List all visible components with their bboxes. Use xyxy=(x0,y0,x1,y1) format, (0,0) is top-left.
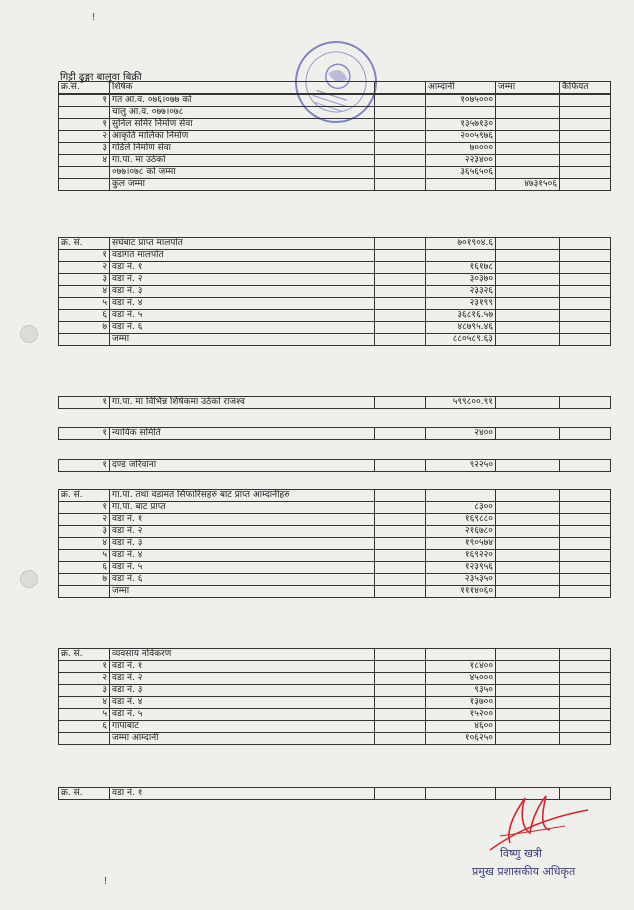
row-remark xyxy=(560,179,611,191)
row-serial: ४ xyxy=(59,286,110,298)
row-blank xyxy=(375,274,426,286)
ledger-section-1 xyxy=(58,94,611,191)
row-serial: ४ xyxy=(59,538,110,550)
ink-mark: ǃ xyxy=(92,12,95,23)
header-remark: कैफियत xyxy=(560,82,611,94)
row-title: वडागत मालपोत xyxy=(110,250,375,262)
table-row xyxy=(59,262,611,274)
row-title: वडा नं. ३ xyxy=(110,685,375,697)
row-total xyxy=(496,274,560,286)
row-total xyxy=(496,574,560,586)
row-serial: २ xyxy=(59,514,110,526)
row-blank xyxy=(375,550,426,562)
table-row xyxy=(59,673,611,685)
table-row xyxy=(59,274,611,286)
row-blank xyxy=(375,428,426,440)
row-serial: २ xyxy=(59,131,110,143)
row-total xyxy=(496,428,560,440)
row-serial: क्र. सं. xyxy=(59,649,110,661)
table-row xyxy=(59,574,611,586)
row-total xyxy=(496,155,560,167)
row-title: वडा नं. १ xyxy=(110,262,375,274)
row-serial: ६ xyxy=(59,310,110,322)
row-blank xyxy=(375,697,426,709)
row-income: ३६५६५०६ xyxy=(426,167,496,179)
row-remark xyxy=(560,490,611,502)
table-row xyxy=(59,538,611,550)
row-title: वडा नं. २ xyxy=(110,274,375,286)
row-serial: ५ xyxy=(59,550,110,562)
row-serial: ७ xyxy=(59,322,110,334)
row-remark xyxy=(560,526,611,538)
table-row xyxy=(59,310,611,322)
row-remark xyxy=(560,322,611,334)
row-remark xyxy=(560,673,611,685)
row-blank xyxy=(375,649,426,661)
row-income: १०७५००० xyxy=(426,95,496,107)
row-remark xyxy=(560,685,611,697)
row-title: गा.पा. बाट प्राप्त xyxy=(110,502,375,514)
row-blank xyxy=(375,397,426,409)
row-blank xyxy=(375,155,426,167)
row-remark xyxy=(560,562,611,574)
row-income: ७०००० xyxy=(426,143,496,155)
row-total xyxy=(496,721,560,733)
row-serial: १ xyxy=(59,95,110,107)
punch-hole xyxy=(20,325,38,343)
signer-title: प्रमुख प्रशासकीय अधिकृत xyxy=(472,865,576,878)
row-total xyxy=(496,550,560,562)
row-income: ९३५० xyxy=(426,685,496,697)
row-total xyxy=(496,502,560,514)
row-title: आकृति मालिका निर्माण xyxy=(110,131,375,143)
row-remark xyxy=(560,397,611,409)
row-income: २३३२६ xyxy=(426,286,496,298)
signer-name: विष्णु खत्री xyxy=(500,847,542,860)
row-blank xyxy=(375,514,426,526)
row-title: वडा नं. ३ xyxy=(110,286,375,298)
row-title: वडा नं. ६ xyxy=(110,574,375,586)
row-total xyxy=(496,238,560,250)
row-title: वडा नं. १ xyxy=(110,661,375,673)
row-title: सुनिल समिर निर्माण सेवा xyxy=(110,119,375,131)
row-income: २१६७८० xyxy=(426,526,496,538)
table-row xyxy=(59,238,611,250)
row-remark xyxy=(560,697,611,709)
row-title: वडा नं. ४ xyxy=(110,550,375,562)
table-row xyxy=(59,460,611,472)
row-remark xyxy=(560,107,611,119)
row-blank xyxy=(375,334,426,346)
row-total xyxy=(496,538,560,550)
row-blank xyxy=(375,143,426,155)
row-title: चालु आ.व. ०७७।०७८ xyxy=(110,107,375,119)
table-row xyxy=(59,514,611,526)
row-blank xyxy=(375,661,426,673)
row-title: गा.पा. तथा वडामत सिफारिसहरु बाट प्राप्त आम्दानीहरु xyxy=(110,490,375,502)
row-title: गा.पा. मा उठेको xyxy=(110,155,375,167)
row-serial: १ xyxy=(59,502,110,514)
row-income: २००५९७६ xyxy=(426,131,496,143)
row-total xyxy=(496,262,560,274)
table-row xyxy=(59,286,611,298)
row-serial: १ xyxy=(59,250,110,262)
row-title: गत आ.व. ०७६।०७७ को xyxy=(110,95,375,107)
row-blank xyxy=(375,586,426,598)
ledger-section-2 xyxy=(58,237,611,346)
row-serial: ७ xyxy=(59,574,110,586)
row-blank xyxy=(375,538,426,550)
row-total xyxy=(496,107,560,119)
row-total xyxy=(496,586,560,598)
row-income xyxy=(426,490,496,502)
row-income: १६९८८० xyxy=(426,514,496,526)
row-blank xyxy=(375,107,426,119)
row-remark xyxy=(560,143,611,155)
row-blank xyxy=(375,733,426,745)
table-row xyxy=(59,562,611,574)
table-row xyxy=(59,721,611,733)
row-remark xyxy=(560,131,611,143)
row-income: १९०५७४ xyxy=(426,538,496,550)
punch-hole xyxy=(20,570,38,588)
row-remark xyxy=(560,709,611,721)
row-title: वडा नं. ५ xyxy=(110,310,375,322)
row-title: वडा नं. १ xyxy=(110,788,375,800)
row-serial: ६ xyxy=(59,562,110,574)
row-total xyxy=(496,733,560,745)
row-serial: १ xyxy=(59,460,110,472)
row-blank xyxy=(375,574,426,586)
table-row xyxy=(59,143,611,155)
row-title: कुल जम्मा xyxy=(110,179,375,191)
row-serial xyxy=(59,733,110,745)
row-total xyxy=(496,562,560,574)
row-income: १३५७१३० xyxy=(426,119,496,131)
row-income: ३०३७० xyxy=(426,274,496,286)
row-blank xyxy=(375,526,426,538)
row-title: जम्मा xyxy=(110,334,375,346)
row-income xyxy=(426,250,496,262)
table-row xyxy=(59,397,611,409)
row-serial: २ xyxy=(59,262,110,274)
row-remark xyxy=(560,238,611,250)
row-title: ०७७।०७८ को जम्मा xyxy=(110,167,375,179)
row-serial: १ xyxy=(59,397,110,409)
row-title: सघंबाट प्राप्त मालपोत xyxy=(110,238,375,250)
row-blank xyxy=(375,490,426,502)
row-total xyxy=(496,460,560,472)
row-income: २२३४०० xyxy=(426,155,496,167)
row-blank xyxy=(375,131,426,143)
row-serial: २ xyxy=(59,673,110,685)
row-remark xyxy=(560,262,611,274)
table-row xyxy=(59,107,611,119)
table-row xyxy=(59,95,611,107)
row-blank xyxy=(375,709,426,721)
row-income: ४८७९५.४६ xyxy=(426,322,496,334)
row-blank xyxy=(375,502,426,514)
row-total xyxy=(496,661,560,673)
row-title: वडा नं. २ xyxy=(110,526,375,538)
row-serial: ३ xyxy=(59,685,110,697)
row-income: २३१९९ xyxy=(426,298,496,310)
row-total xyxy=(496,697,560,709)
table-row xyxy=(59,697,611,709)
table-row xyxy=(59,322,611,334)
row-total xyxy=(496,709,560,721)
table-row xyxy=(59,586,611,598)
row-income: २४०० xyxy=(426,428,496,440)
row-blank xyxy=(375,95,426,107)
table-row xyxy=(59,733,611,745)
row-income: १८४०० xyxy=(426,661,496,673)
row-total xyxy=(496,514,560,526)
row-remark xyxy=(560,460,611,472)
row-income: ७०१९०४.६ xyxy=(426,238,496,250)
row-title: दण्ड जरिवाना xyxy=(110,460,375,472)
row-title: जम्मा आम्दानी xyxy=(110,733,375,745)
row-income xyxy=(426,649,496,661)
row-total xyxy=(496,167,560,179)
row-remark xyxy=(560,167,611,179)
row-remark xyxy=(560,550,611,562)
table-row xyxy=(59,131,611,143)
ledger-section-6 xyxy=(58,489,611,598)
row-remark xyxy=(560,649,611,661)
row-serial xyxy=(59,586,110,598)
row-blank xyxy=(375,310,426,322)
table-row xyxy=(59,649,611,661)
row-blank xyxy=(375,238,426,250)
table-row xyxy=(59,250,611,262)
row-title: गडिले निर्माण सेवा xyxy=(110,143,375,155)
row-remark xyxy=(560,95,611,107)
row-total xyxy=(496,685,560,697)
row-remark xyxy=(560,334,611,346)
row-total xyxy=(496,298,560,310)
row-total xyxy=(496,649,560,661)
row-serial: ३ xyxy=(59,143,110,155)
row-income: १११४०६० xyxy=(426,586,496,598)
row-remark xyxy=(560,298,611,310)
row-remark xyxy=(560,574,611,586)
row-title: न्यायिक समिति xyxy=(110,428,375,440)
row-income: ९२२५० xyxy=(426,460,496,472)
row-blank xyxy=(375,250,426,262)
row-remark xyxy=(560,721,611,733)
row-remark xyxy=(560,502,611,514)
row-serial xyxy=(59,107,110,119)
row-income: ८३०० xyxy=(426,502,496,514)
table-row xyxy=(59,167,611,179)
row-serial: ३ xyxy=(59,526,110,538)
row-blank xyxy=(375,685,426,697)
table-row xyxy=(59,550,611,562)
row-income: ३६८१६.५७ xyxy=(426,310,496,322)
header-income: आम्दानी xyxy=(426,82,496,94)
table-row xyxy=(59,119,611,131)
row-remark xyxy=(560,661,611,673)
ledger-section-7 xyxy=(58,648,611,745)
ledger-table-header-and-section-1 xyxy=(58,81,611,94)
row-title: वडा नं. ५ xyxy=(110,562,375,574)
row-serial xyxy=(59,179,110,191)
row-title: वडा नं. ४ xyxy=(110,298,375,310)
row-serial: ५ xyxy=(59,709,110,721)
row-serial: क्र. सं. xyxy=(59,788,110,800)
row-total xyxy=(496,119,560,131)
row-total: ४७३१५०६ xyxy=(496,179,560,191)
row-blank xyxy=(375,286,426,298)
row-remark xyxy=(560,733,611,745)
row-serial: ४ xyxy=(59,697,110,709)
row-total xyxy=(496,397,560,409)
row-total xyxy=(496,250,560,262)
table-row xyxy=(59,490,611,502)
row-remark xyxy=(560,155,611,167)
row-total xyxy=(496,131,560,143)
row-total xyxy=(496,143,560,155)
row-blank xyxy=(375,262,426,274)
row-title: वडा नं. ३ xyxy=(110,538,375,550)
row-title: गापाबाट xyxy=(110,721,375,733)
row-income: १२३९५६ xyxy=(426,562,496,574)
row-serial xyxy=(59,167,110,179)
row-income: १०६२५० xyxy=(426,733,496,745)
row-remark xyxy=(560,274,611,286)
row-blank xyxy=(375,298,426,310)
row-income: २३५३५० xyxy=(426,574,496,586)
row-serial: ६ xyxy=(59,721,110,733)
row-total xyxy=(496,334,560,346)
row-income: १३७०० xyxy=(426,697,496,709)
row-blank xyxy=(375,721,426,733)
row-income: १६९२२० xyxy=(426,550,496,562)
row-serial: ५ xyxy=(59,298,110,310)
row-blank xyxy=(375,562,426,574)
row-income: १६१७८ xyxy=(426,262,496,274)
table-row xyxy=(59,428,611,440)
table-row xyxy=(59,685,611,697)
row-remark xyxy=(560,286,611,298)
ledger-section-3 xyxy=(58,396,611,409)
row-blank xyxy=(375,460,426,472)
row-serial: १ xyxy=(59,428,110,440)
row-remark xyxy=(560,119,611,131)
table-row xyxy=(59,526,611,538)
row-title: गा.पा. मा विभिन्न शिर्षकमा उठेको राजश्व xyxy=(110,397,375,409)
row-total xyxy=(496,322,560,334)
row-income: ५९९८००.९१ xyxy=(426,397,496,409)
table-header-row xyxy=(59,82,611,94)
row-total xyxy=(496,673,560,685)
row-serial xyxy=(59,334,110,346)
header-title: शिर्षक xyxy=(110,82,375,94)
row-total xyxy=(496,286,560,298)
row-title: व्यवसाय नविकरण xyxy=(110,649,375,661)
row-title: वडा नं. ४ xyxy=(110,697,375,709)
row-remark xyxy=(560,250,611,262)
row-income xyxy=(426,179,496,191)
row-serial: १ xyxy=(59,661,110,673)
row-remark xyxy=(560,310,611,322)
row-title: वडा नं. १ xyxy=(110,514,375,526)
table-row xyxy=(59,334,611,346)
row-blank xyxy=(375,322,426,334)
row-serial: ४ xyxy=(59,155,110,167)
ink-mark: ǃ xyxy=(104,876,107,887)
row-title: वडा नं. २ xyxy=(110,673,375,685)
table-row xyxy=(59,155,611,167)
row-remark xyxy=(560,586,611,598)
ledger-section-4 xyxy=(58,427,611,440)
header-blank xyxy=(375,82,426,94)
row-income: ४६०० xyxy=(426,721,496,733)
row-blank xyxy=(375,788,426,800)
row-serial: क्र. सं. xyxy=(59,490,110,502)
row-remark xyxy=(560,428,611,440)
row-title: वडा नं. ६ xyxy=(110,322,375,334)
row-serial: ३ xyxy=(59,274,110,286)
row-title: जम्मा xyxy=(110,586,375,598)
row-income: ४५००० xyxy=(426,673,496,685)
table-row xyxy=(59,709,611,721)
table-row xyxy=(59,502,611,514)
header-total: जम्मा xyxy=(496,82,560,94)
row-blank xyxy=(375,119,426,131)
row-blank xyxy=(375,179,426,191)
table-row xyxy=(59,661,611,673)
row-total xyxy=(496,490,560,502)
row-remark xyxy=(560,538,611,550)
row-income: १५२०० xyxy=(426,709,496,721)
row-title: वडा नं. ५ xyxy=(110,709,375,721)
row-total xyxy=(496,95,560,107)
table-row xyxy=(59,298,611,310)
row-serial: क्र. सं. xyxy=(59,238,110,250)
row-remark xyxy=(560,514,611,526)
row-total xyxy=(496,526,560,538)
row-blank xyxy=(375,167,426,179)
row-serial: १ xyxy=(59,119,110,131)
ledger-section-5 xyxy=(58,459,611,472)
row-income xyxy=(426,107,496,119)
row-income: ८८०५८९.६३ xyxy=(426,334,496,346)
table-row xyxy=(59,179,611,191)
header-serial: क्र.सं. xyxy=(59,82,110,94)
table-caption: गिट्टी ढुङ्गा बालुवा बिक्री xyxy=(60,72,142,83)
row-blank xyxy=(375,673,426,685)
row-total xyxy=(496,310,560,322)
